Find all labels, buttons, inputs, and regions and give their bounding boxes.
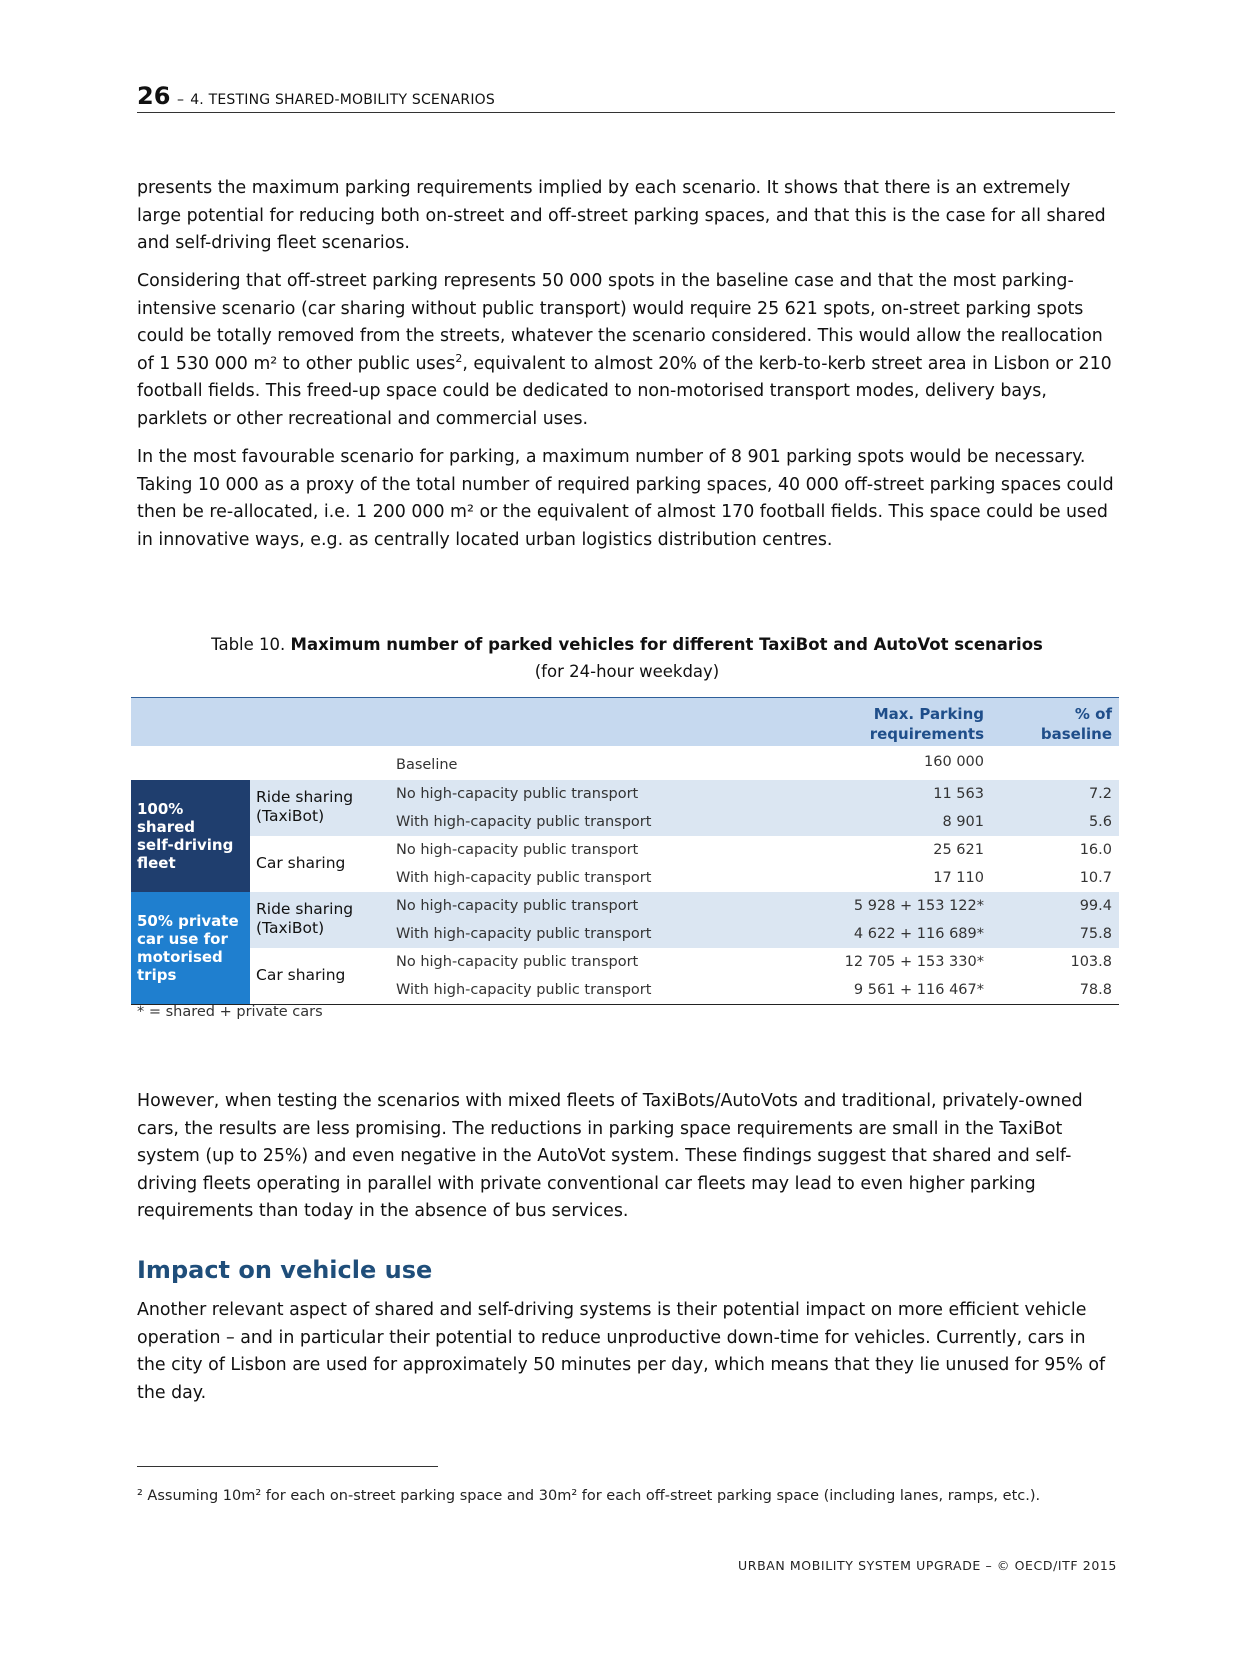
paragraph-4: However, when testing the scenarios with mixed fleets of TaxiBots/AutoVots and traditional, privately-owned cars, the results are less promising. The reductions in parking space requirements are small in the TaxiBot system (up to 25%) and even negative in the AutoVot system. These findings suggest that shared and self-driving fleets operating in parallel with private conventional car fleets may lead to even higher parking requirements than today in the absence of bus services.	[137, 1091, 1083, 1221]
col-header-max-line2: requirements	[869, 725, 984, 743]
col-header-pct-line1: % of	[1074, 705, 1112, 723]
row-scenario: With high-capacity public transport	[396, 814, 652, 830]
table-row	[250, 808, 1119, 836]
table-row	[250, 892, 1119, 920]
group-label-line: self-driving	[137, 836, 234, 854]
table-note: * = shared + private cars	[137, 1004, 323, 1020]
subgroup-label-line: (TaxiBot)	[256, 919, 325, 937]
table-row	[250, 920, 1119, 948]
row-value: 25 621	[933, 842, 984, 858]
group-label-line: car use for	[137, 930, 228, 948]
col-header-pct-line2: baseline	[1040, 725, 1112, 743]
row-value: 8 901	[942, 814, 984, 830]
row-value: 5 928 + 153 122*	[853, 898, 984, 914]
subgroup-label-line: Car sharing	[256, 854, 346, 872]
row-value: 12 705 + 153 330*	[844, 954, 984, 970]
footnote: ² Assuming 10m² for each on-street parking space and 30m² for each off-street parking space (including lanes, ramps, etc.).	[137, 1488, 1041, 1504]
table-row	[250, 948, 1119, 976]
row-value: 9 561 + 116 467*	[853, 982, 984, 998]
paragraph-3: In the most favourable scenario for parking, a maximum number of 8 901 parking spots would be necessary. Taking 10 000 as a proxy of the total number of required parking spaces, 40 000 off-street parking spaces could then be re-allocated, i.e. 1 200 000 m² or the equivalent of almost 170 football fields. This space could be used in innovative ways, e.g. as centrally located urban logistics distribution centres.	[137, 447, 1114, 550]
subgroup-label-line: Ride sharing	[256, 900, 354, 918]
baseline-label: Baseline	[396, 757, 458, 773]
subgroup-car-sharing	[250, 836, 1119, 892]
table-caption-prefix: Table 10.	[211, 635, 286, 654]
row-pct: 75.8	[1079, 926, 1112, 942]
table-caption-sub: (for 24-hour weekday)	[534, 662, 720, 681]
group-label-line: motorised	[137, 948, 223, 966]
group-label	[131, 780, 250, 892]
row-pct: 99.4	[1079, 898, 1112, 914]
group-label-line: trips	[137, 966, 177, 984]
page-number: 26	[137, 82, 171, 110]
footnote-divider	[137, 1466, 438, 1467]
group-label-line: fleet	[137, 854, 176, 872]
footnote-ref[interactable]: 2	[455, 351, 463, 365]
page-footer: URBAN MOBILITY SYSTEM UPGRADE – © OECD/ITF 2015	[738, 1558, 1117, 1573]
col-header-pct-baseline	[1041, 704, 1112, 744]
section-heading: Impact on vehicle use	[137, 1256, 433, 1284]
paragraph-2	[137, 268, 1117, 433]
subgroup-car-sharing	[250, 948, 1119, 1004]
table-caption	[137, 631, 1117, 685]
row-scenario: With high-capacity public transport	[396, 982, 652, 998]
group-label-line: 100%	[137, 800, 184, 818]
subgroup-ride-sharing	[250, 780, 1119, 836]
col-header-max-parking	[870, 704, 984, 744]
table-row	[250, 836, 1119, 864]
subgroup-label-line: (TaxiBot)	[256, 807, 325, 825]
subgroup-label-line: Ride sharing	[256, 788, 354, 806]
group-label	[131, 892, 250, 1004]
section-title	[177, 92, 495, 108]
row-value: 4 622 + 116 689*	[853, 926, 984, 942]
section-title-text: 4. TESTING SHARED-MOBILITY SCENARIOS	[190, 92, 495, 108]
header-dash: –	[177, 92, 185, 108]
row-scenario: No high-capacity public transport	[396, 954, 639, 970]
subgroup-label-line: Car sharing	[256, 966, 346, 984]
row-scenario: No high-capacity public transport	[396, 786, 639, 802]
row-value: 17 110	[933, 870, 984, 886]
row-pct: 103.8	[1070, 954, 1112, 970]
paragraph-2-part-a: Considering that off-street parking represents 50 000 spots in the baseline case and that the most parking-intensive scenario (car sharing without public transport) would require 25 621 spots, on-street parking spots could be totally removed from the streets, whatever the scenario considered. This would allow the reallocation of 1 530 000 m² to other public uses	[137, 271, 1103, 374]
row-value: 11 563	[933, 786, 984, 802]
paragraph-5: Another relevant aspect of shared and self-driving systems is their potential impact on more efficient vehicle operation – and in particular their potential to reduce unproductive down-time for vehicles. Currently, cars in the city of Lisbon are used for approximately 50 minutes per day, which means that they lie unused for 95% of the day.	[137, 1300, 1106, 1403]
group-label-line: shared	[137, 818, 196, 836]
page-header	[137, 82, 1115, 113]
table-header	[131, 697, 1119, 746]
row-pct: 7.2	[1088, 786, 1112, 802]
table-row	[250, 864, 1119, 892]
row-scenario: With high-capacity public transport	[396, 870, 652, 886]
table-row	[250, 976, 1119, 1004]
row-pct: 78.8	[1079, 982, 1112, 998]
group-100-shared	[131, 780, 1119, 892]
baseline-row	[131, 746, 1119, 780]
paragraph-1: presents the maximum parking requirements implied by each scenario. It shows that there is an extremely large potential for reducing both on-street and off-street parking spaces, and that this is the case for all shared and self-driving fleet scenarios.	[137, 178, 1106, 253]
row-scenario: With high-capacity public transport	[396, 926, 652, 942]
group-label-line: 50% private	[137, 912, 239, 930]
row-pct: 10.7	[1079, 870, 1112, 886]
col-header-max-line1: Max. Parking	[873, 705, 984, 723]
parking-table	[131, 697, 1119, 1005]
row-scenario: No high-capacity public transport	[396, 842, 639, 858]
paragraph-2-part-b: , equivalent to almost 20% of the kerb-to-kerb street area in Lisbon or 210 football fields. This freed-up space could be dedicated to non-motorised transport modes, delivery bays, parklets or other recreational and commercial uses.	[137, 353, 1112, 429]
row-pct: 16.0	[1079, 842, 1112, 858]
group-50-private	[131, 892, 1119, 1004]
table-caption-title: Maximum number of parked vehicles for different TaxiBot and AutoVot scenarios	[290, 635, 1043, 654]
table-row	[250, 780, 1119, 808]
row-pct: 5.6	[1088, 814, 1112, 830]
baseline-value: 160 000	[924, 754, 984, 770]
subgroup-ride-sharing	[250, 892, 1119, 948]
row-scenario: No high-capacity public transport	[396, 898, 639, 914]
